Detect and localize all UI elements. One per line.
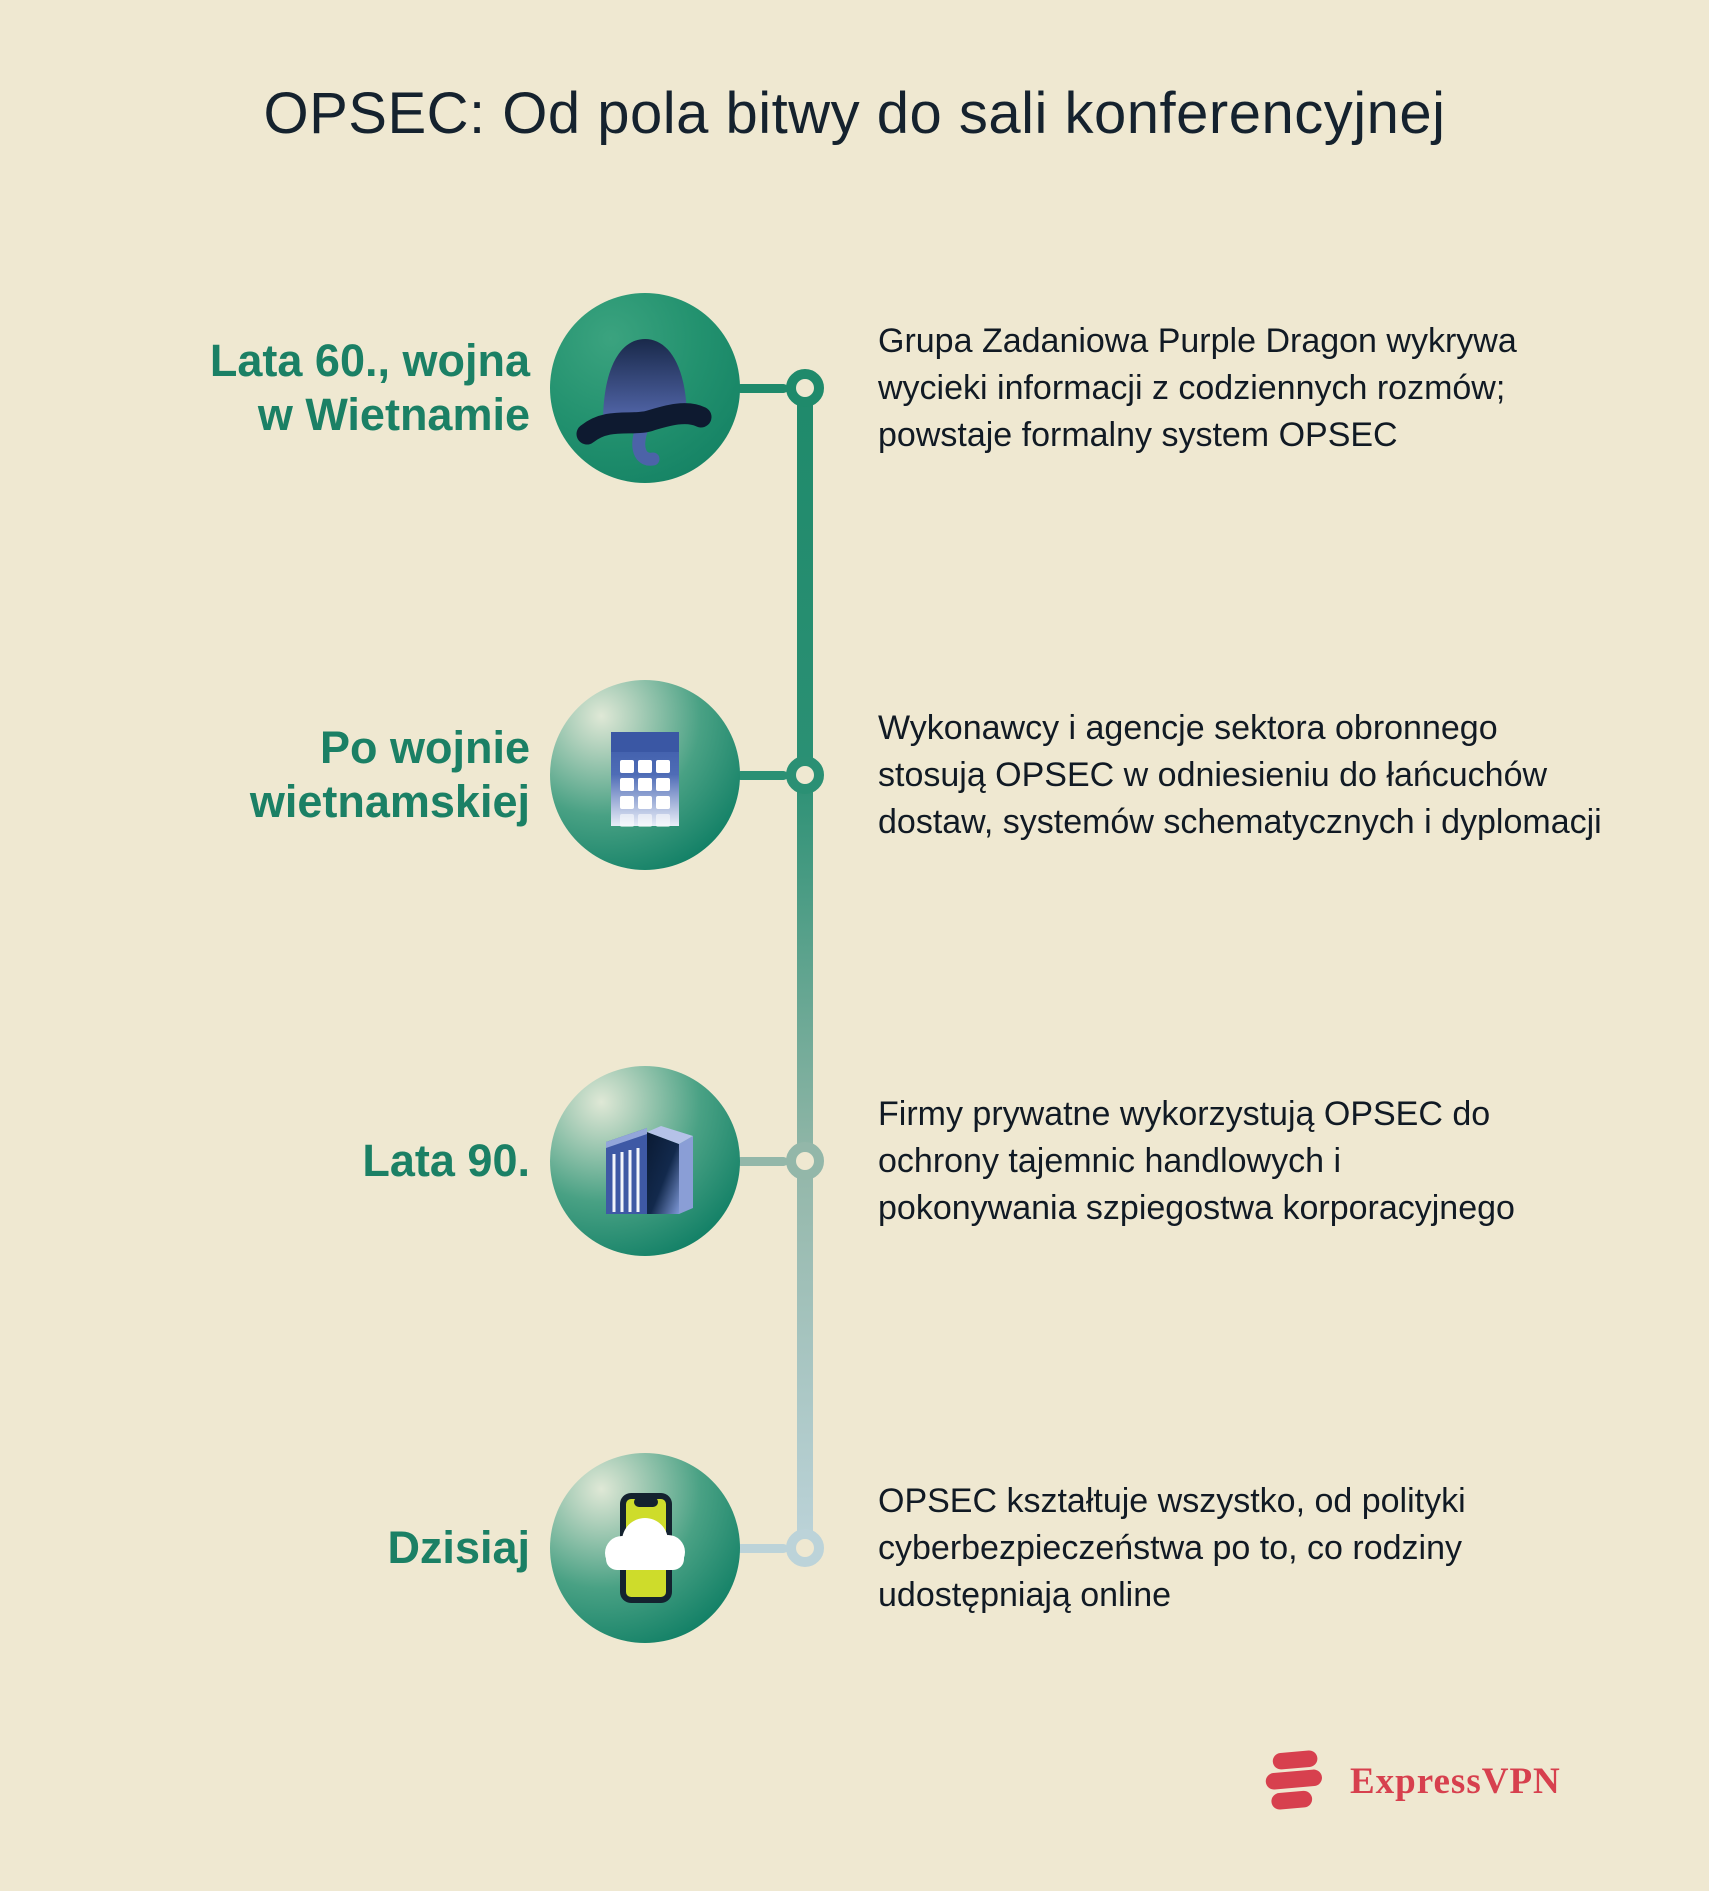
- description-line: cyberbezpieczeństwa po to, co rodziny: [878, 1528, 1462, 1567]
- milestone-1990s: [0, 1051, 1709, 1271]
- milestone-label-line: Dzisiaj: [387, 1522, 530, 1573]
- timeline-connector: [736, 1157, 788, 1166]
- milestone-label: [110, 278, 530, 498]
- milestone-label-line: Po wojnie: [319, 722, 530, 773]
- milestone-label: [110, 1438, 530, 1658]
- milestone-label-line: Lata 60., wojna: [209, 335, 530, 386]
- timeline-node: [786, 1529, 824, 1567]
- milestone-icon-bubble: [550, 293, 740, 483]
- description-line: powstaje formalny system OPSEC: [878, 415, 1398, 454]
- description-line: pokonywania szpiegostwa korporacyjnego: [878, 1188, 1515, 1227]
- brand-logo: [1260, 1750, 1561, 1812]
- helmet-icon: [550, 293, 740, 483]
- timeline-connector: [736, 771, 788, 780]
- milestone-icon-bubble: [550, 1453, 740, 1643]
- description-line: Firmy prywatne wykorzystują OPSEC do: [878, 1094, 1491, 1133]
- office-building-icon: [550, 680, 740, 870]
- milestone-description: [878, 308, 1678, 468]
- timeline-node: [786, 756, 824, 794]
- expressvpn-wordmark: ExpressVPN: [1350, 1760, 1561, 1802]
- milestone-label-line: Lata 90.: [362, 1135, 530, 1186]
- timeline-connector: [736, 1544, 788, 1553]
- milestone-description: [878, 695, 1678, 855]
- timeline-line: [797, 388, 813, 1548]
- milestone-1960s-vietnam-war: [0, 278, 1709, 498]
- timeline-node: [786, 1142, 824, 1180]
- description-line: ochrony tajemnic handlowych i: [878, 1141, 1342, 1180]
- milestone-label-line: wietnamskiej: [249, 776, 530, 827]
- milestone-icon-bubble: [550, 1066, 740, 1256]
- description-line: dostaw, systemów schematycznych i dyplomacji: [878, 802, 1602, 841]
- milestone-label-line: w Wietnamie: [257, 389, 530, 440]
- skyscrapers-icon: [550, 1066, 740, 1256]
- milestone-description: [878, 1468, 1678, 1628]
- expressvpn-logo-icon: [1260, 1750, 1328, 1812]
- milestone-label: [110, 665, 530, 885]
- smartphone-cloud-icon: [550, 1453, 740, 1643]
- page-title: OPSEC: Od pola bitwy do sali konferencyjnej: [263, 81, 1446, 146]
- milestone-label: [110, 1051, 530, 1271]
- description-line: OPSEC kształtuje wszystko, od polityki: [878, 1481, 1466, 1520]
- milestone-today: [0, 1438, 1709, 1658]
- description-line: Wykonawcy i agencje sektora obronnego: [878, 708, 1498, 747]
- description-line: udostępniają online: [878, 1575, 1172, 1614]
- timeline-connector: [736, 384, 788, 393]
- milestone-post-vietnam-war: [0, 665, 1709, 885]
- description-line: wycieki informacji z codziennych rozmów;: [878, 368, 1506, 407]
- timeline-node: [786, 369, 824, 407]
- description-line: Grupa Zadaniowa Purple Dragon wykrywa: [878, 321, 1517, 360]
- description-line: stosują OPSEC w odniesieniu do łańcuchów: [878, 755, 1548, 794]
- milestone-description: [878, 1081, 1678, 1241]
- milestone-icon-bubble: [550, 680, 740, 870]
